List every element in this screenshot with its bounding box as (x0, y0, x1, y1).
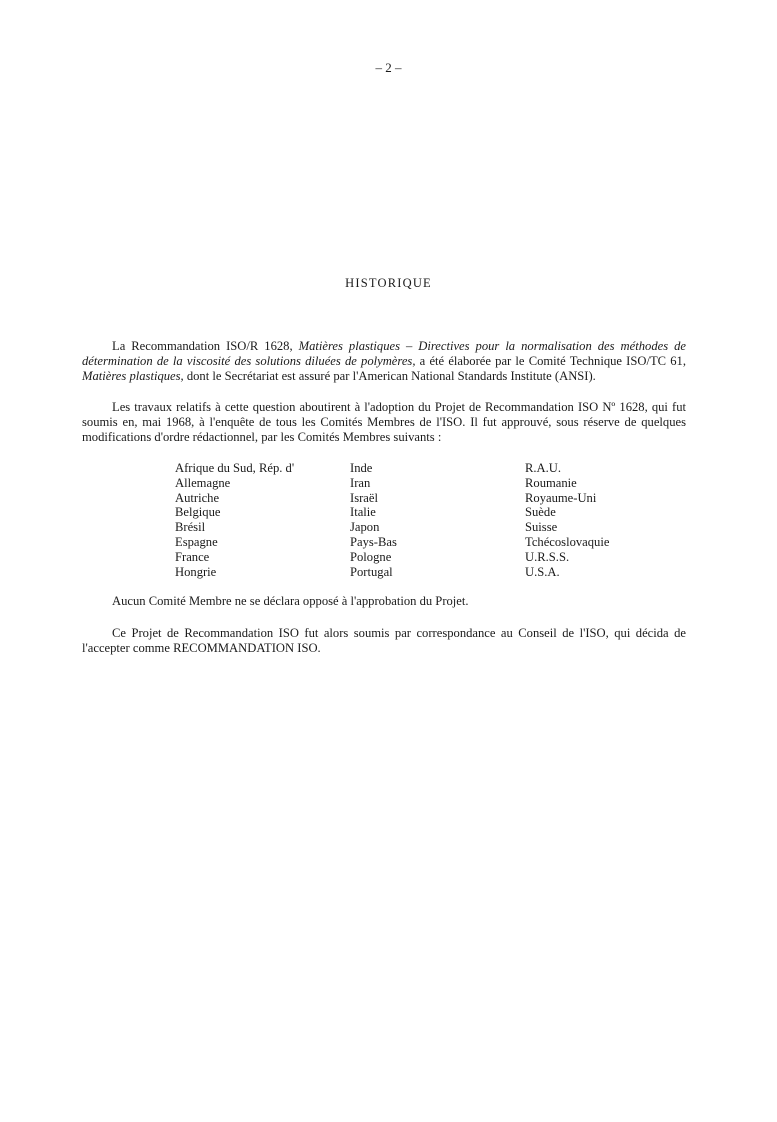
member-name: Iran (350, 475, 371, 490)
member-name: Brésil (175, 520, 206, 535)
member-column-3 (525, 461, 609, 579)
member-name: Israël (350, 490, 378, 505)
history-paragraph-2 (82, 400, 686, 445)
member-name: Suisse (525, 520, 558, 535)
section-title: HISTORIQUE (345, 276, 432, 290)
paragraph-1-committee-name: Matières plastiques, (82, 369, 184, 383)
paragraph-4-text: Ce Projet de Recommandation ISO fut alors soumis par correspondance au Conseil de l'ISO, qui décida de l'accepter comme RECOMMANDATION ISO. (82, 626, 686, 655)
member-name: Royaume-Uni (525, 490, 597, 505)
member-name: France (175, 549, 210, 564)
member-column-2 (350, 461, 397, 579)
member-name: Suède (525, 505, 556, 520)
page-number: – 2 – (375, 60, 402, 75)
member-name: Espagne (175, 534, 218, 549)
member-name: Allemagne (175, 475, 231, 490)
member-name: Italie (350, 505, 376, 520)
paragraph-1-text-c: dont le Secrétariat est assuré par l'American National Standards Institute (ANSI). (183, 369, 596, 383)
member-name: R.A.U. (525, 461, 562, 475)
member-name: U.R.S.S. (525, 549, 570, 564)
paragraph-2-text: Les travaux relatifs à cette question aboutirent à l'adoption du Projet de Recommandation ISO Nº 1628, qui fut soumis en, mai 1968, à l'enquête de tous les Comités Membres de l'ISO. Il fut approuvé, sous réserve de quelques modifications d'ordre rédactionnel, par les Comités Membres suivants : (82, 400, 686, 444)
member-name: Tchécoslovaquie (525, 534, 610, 549)
member-name: Roumanie (525, 475, 577, 490)
member-name: Belgique (175, 505, 221, 520)
member-name: Japon (350, 520, 380, 535)
member-name: Pologne (350, 549, 392, 564)
member-name: Inde (350, 461, 373, 475)
history-paragraph-4 (82, 626, 686, 656)
paragraph-1-text-a: La Recommandation ISO/R 1628, (112, 339, 299, 353)
member-name: Afrique du Sud, Rép. d' (175, 461, 295, 475)
history-paragraph-1 (82, 339, 686, 384)
member-column-1 (175, 461, 294, 579)
member-name: U.S.A. (525, 564, 560, 579)
paragraph-1-standard-title: Matières plastiques – Directives pour la normalisation des méthodes de détermination de la viscosité des solutions diluées de polymères, (82, 339, 686, 368)
member-name: Portugal (350, 564, 393, 579)
paragraph-3-text: Aucun Comité Membre ne se déclara opposé à l'approbation du Projet. (112, 594, 469, 608)
history-paragraph-3 (82, 594, 686, 609)
paragraph-1-text-b: a été élaborée par le Comité Technique ISO/TC 61, (415, 354, 686, 368)
member-name: Pays-Bas (350, 534, 397, 549)
member-name: Hongrie (175, 564, 217, 579)
member-name: Autriche (175, 490, 220, 505)
